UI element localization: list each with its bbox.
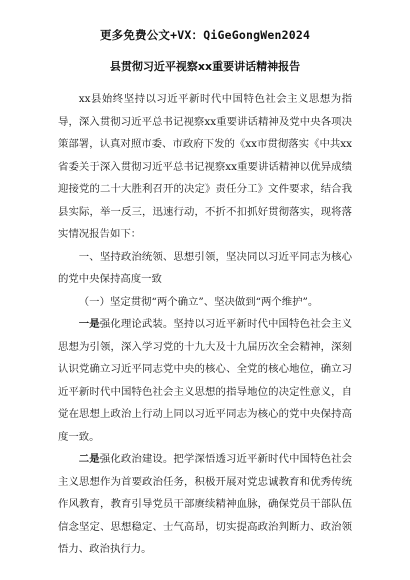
promo-header: 更多免费公文+VX：QiGeGongWen2024 [99,28,311,42]
subsection-heading-1 [58,291,352,314]
section-heading-1 [58,246,352,291]
paragraph-text: （一）坚定贯彻“两个确立”、坚决做到“两个维护”。 [78,295,319,308]
document-title: 县贯彻习近平视察xx重要讲话精神报告 [109,60,301,73]
paragraph-text: 强化理论武装。坚持以习近平新时代中国特色社会主义思想为引领，深入学习党的十九大及十九届历次全会精神，深刻认识党确立习近平同志党中央的核心、全党的核心地位，确立习近平新时代中国特色社会主义思想的指导地位的决定性意义，自觉在思想上政治上行动上同以习近平同志为核心的党中央保持高度一致。 [58,318,353,443]
paragraph-text: xx县始终坚持以习近平新时代中国特色社会主义思想为指导，深入贯彻习近平总书记视察xx重要讲话精神及党中央各项决策部署，认真对照市委、市政府下发的《xx市贯彻落实《中共xx省委关于深入贯彻习近平总书记视察xx重要讲话精神以优异成绩迎接党的二十大胜利召开的决定》责任分工》文件要求，结合我县实际，举一反三，迅速行动，不折不扣抓好贯彻落实，现将落实情况报告如下： [58,93,352,240]
document-body [58,88,352,561]
paragraph-text: 强化政治建设。把学深悟透习近平新时代中国特色社会主义思想作为首要政治任务，积极开展对党忠诚教育和优秀传统作风教育，教育引导党员干部赓续精神血脉，确保党员干部队伍信念坚定、思想稳定、士气高昂，切实提高政治判断力、政治领悟力、政治执行力。 [58,453,353,555]
paragraph-lead: 一是 [78,318,100,330]
paragraph-point-2 [58,448,352,561]
paragraph-text: 一、坚持政治统领、思想引领，坚决同以习近平同志为核心的党中央保持高度一致 [58,250,352,285]
paragraph-intro [58,88,352,246]
paragraph-lead: 二是 [78,453,100,465]
paragraph-point-1 [58,313,352,448]
